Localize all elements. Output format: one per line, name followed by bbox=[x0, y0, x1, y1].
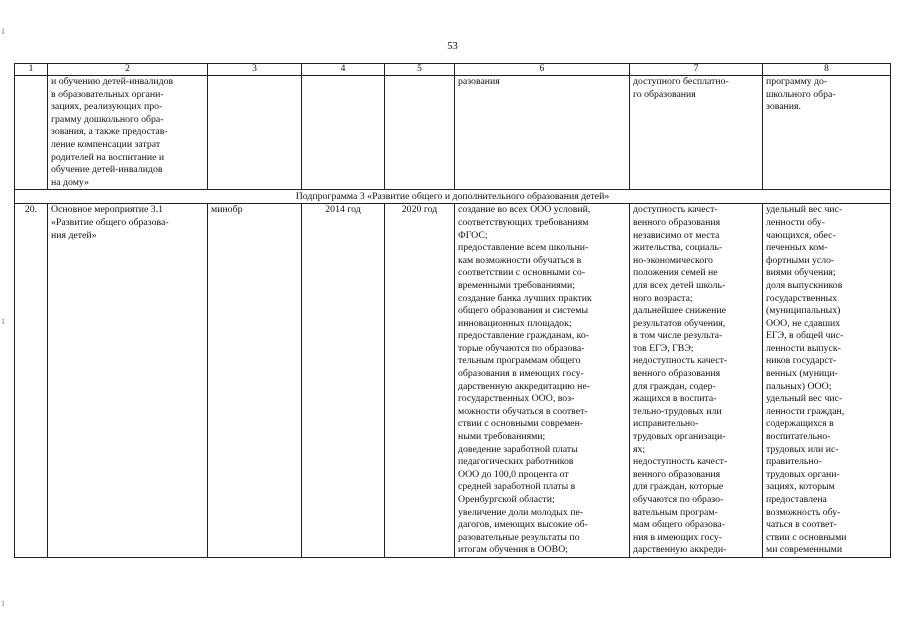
column-number-row bbox=[15, 64, 891, 76]
subprogram-heading-row bbox=[15, 190, 891, 204]
cell-activity-name: и обучению детей-инвалидов в образовательных органи- зациях, реализующих про- грамму дошкольного обра- зования, а также предостав- ление компенсации затрат родителей на воспитание и обучение детей-инвалидов на дому» bbox=[48, 76, 208, 190]
cell-indicators: программу до- школьного обра- зования. bbox=[763, 76, 891, 190]
subprogram-heading: Подпрограмма 3 «Развитие общего и дополнительного образования детей» bbox=[15, 190, 891, 204]
cell-indicators: удельный вес чис- ленности обу- чающихся, обес- печенных ком- фортными усло- виями обучения; доля выпускников государственных (муниципальных) ООО, не сдавших ЕГЭ, в общей чис- ленности выпуск- ников государст- венных (муници- пальных) ООО; удельный вес чис- ленности граждан, содержащихся в воспитательно- трудовых или ис- правительно- трудовых органи- зациях, которым предоставлена возможность обу- чаться в соответ- ствии с основными ми современными bbox=[763, 204, 891, 558]
continuation-row bbox=[15, 76, 891, 190]
binding-edge-mark: 1 bbox=[1, 317, 5, 326]
cell-activity-name: Основное мероприятие 3.1 «Развитие общего образова- ния детей» bbox=[48, 204, 208, 558]
cell-row-number bbox=[15, 76, 48, 190]
cell-end-year: 2020 год bbox=[385, 204, 455, 558]
binding-edge-mark: 1 bbox=[1, 27, 5, 36]
cell-row-number: 20. bbox=[15, 204, 48, 558]
cell-consequences: доступного бесплатно- го образования bbox=[630, 76, 763, 190]
column-number: 5 bbox=[385, 64, 455, 76]
column-number: 3 bbox=[208, 64, 302, 76]
activity-row bbox=[15, 204, 891, 558]
program-activities-table bbox=[14, 63, 891, 558]
column-number: 7 bbox=[630, 64, 763, 76]
cell-expected-result: создание во всех ООО условий, соответствующих требованиям ФГОС; предоставление всем школьни- кам возможности обучаться в соответствии с основными со- временными требованиями; создание банка лучших практик общего образования и системы инновационных площадок; предоставление гражданам, ко- торые обучаются по образова- тельным программам общего образования в имеющих госу- дарственную аккредитацию не- государственных ООО, воз- можности обучаться в соответ- ствии с основными современ- ными требованиями; доведение заработной платы педагогических работников ООО до 100,0 процента от средней заработной платы в Оренбургской области; увеличение доли молодых пе- дагогов, имеющих высокие об- разовательные результаты по итогам обучения в ООВО; bbox=[455, 204, 630, 558]
cell-end-year bbox=[385, 76, 455, 190]
column-number: 6 bbox=[455, 64, 630, 76]
column-number: 8 bbox=[763, 64, 891, 76]
cell-executor: минобр bbox=[208, 204, 302, 558]
cell-start-year bbox=[302, 76, 385, 190]
cell-start-year: 2014 год bbox=[302, 204, 385, 558]
page-number: 53 bbox=[447, 41, 458, 52]
column-number: 1 bbox=[15, 64, 48, 76]
column-number: 2 bbox=[48, 64, 208, 76]
cell-executor bbox=[208, 76, 302, 190]
column-number: 4 bbox=[302, 64, 385, 76]
cell-expected-result: разования bbox=[455, 76, 630, 190]
cell-consequences: доступность качест- венного образования независимо от места жительства, социаль- но-экономического положения семей не для всех детей школь- ного возраста; дальнейшее снижение результатов обучения, в том числе результа- тов ЕГЭ, ГВЭ; недоступность качест- венного образования для граждан, содер- жащихся в воспита- тельно-трудовых или исправительно- трудовых организаци- ях; недоступность качест- венного образования для граждан, которые обучаются по образо- вательным програм- мам общего образова- ния в имеющих госу- дарственную аккреди- bbox=[630, 204, 763, 558]
binding-edge-mark: 1 bbox=[1, 599, 5, 608]
